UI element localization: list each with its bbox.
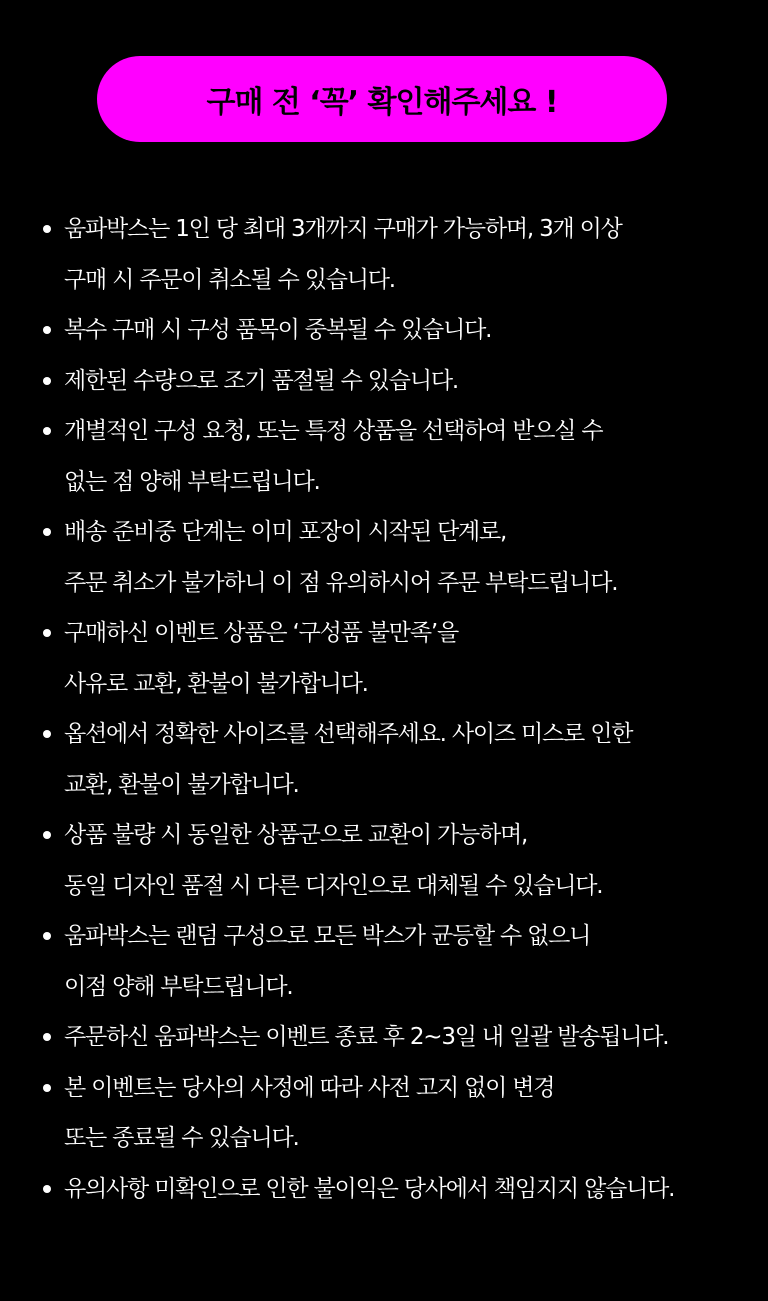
notice-item	[0, 511, 768, 612]
notice-item	[0, 1168, 768, 1219]
notice-text-line: 없는 점 양해 부탁드립니다.	[64, 468, 320, 495]
notice-text-line: 제한된 수량으로 조기 품절될 수 있습니다.	[64, 367, 458, 394]
notice-text-line: 유의사항 미확인으로 인한 불이익은 당사에서 책임지지 않습니다.	[64, 1175, 675, 1202]
bullet-icon	[43, 932, 51, 940]
notice-text-line: 또는 종료될 수 있습니다.	[64, 1125, 299, 1151]
bullet-icon	[43, 377, 51, 385]
notice-text-line: 움파박스는 1인 당 최대 3개까지 구매가 가능하며, 3개 이상	[64, 216, 622, 242]
notice-text-line: 복수 구매 시 구성 품목이 중복될 수 있습니다.	[64, 317, 492, 343]
bullet-icon	[43, 730, 51, 738]
notice-text-line: 옵션에서 정확한 사이즈를 선택해주세요. 사이즈 미스로 인한	[64, 721, 633, 747]
notice-item	[0, 612, 768, 713]
notice-text-line: 교환, 환불이 불가합니다.	[64, 771, 299, 798]
notice-item	[0, 814, 768, 915]
notice-text-line: 상품 불량 시 동일한 상품군으로 교환이 가능하며,	[64, 822, 528, 848]
notice-text-line: 움파박스는 랜덤 구성으로 모든 박스가 균등할 수 없으니	[64, 923, 591, 949]
bullet-icon	[43, 629, 51, 637]
notice-text-line: 배송 준비중 단계는 이미 포장이 시작된 단계로,	[64, 519, 507, 545]
notice-item	[0, 208, 768, 309]
notice-text-line: 주문하신 움파박스는 이벤트 종료 후 2~3일 내 일괄 발송됩니다.	[64, 1024, 669, 1050]
bullet-icon	[43, 326, 51, 334]
notice-text-line: 동일 디자인 품절 시 다른 디자인으로 대체될 수 있습니다.	[64, 872, 603, 899]
notice-text-line: 구매하신 이벤트 상품은 ‘구성품 불만족’을	[64, 620, 458, 646]
notice-text-line: 이점 양해 부탁드립니다.	[64, 973, 293, 1000]
bullet-icon	[43, 1033, 51, 1041]
bullet-icon	[43, 1084, 51, 1092]
bullet-icon	[43, 528, 51, 536]
notice-text-line: 본 이벤트는 당사의 사정에 따라 사전 고지 없이 변경	[64, 1074, 555, 1101]
header-banner	[97, 56, 667, 142]
notice-list	[0, 208, 768, 1218]
notice-text-line: 구매 시 주문이 취소될 수 있습니다.	[64, 266, 395, 293]
notice-item	[0, 1067, 768, 1168]
page-title: 구매 전 ‘꼭’ 확인해주세요 !	[206, 85, 558, 120]
notice-item	[0, 713, 768, 814]
notice-item	[0, 309, 768, 360]
notice-text-line: 개별적인 구성 요청, 또는 특정 상품을 선택하여 받으실 수	[64, 418, 603, 444]
notice-item	[0, 360, 768, 411]
notice-item	[0, 915, 768, 1016]
notice-item	[0, 1016, 768, 1067]
notice-item	[0, 410, 768, 511]
bullet-icon	[43, 427, 51, 435]
bullet-icon	[43, 225, 51, 233]
notice-text-line: 주문 취소가 불가하니 이 점 유의하시어 주문 부탁드립니다.	[64, 569, 618, 596]
bullet-icon	[43, 831, 51, 839]
notice-text-line: 사유로 교환, 환불이 불가합니다.	[64, 670, 368, 697]
bullet-icon	[43, 1185, 51, 1193]
